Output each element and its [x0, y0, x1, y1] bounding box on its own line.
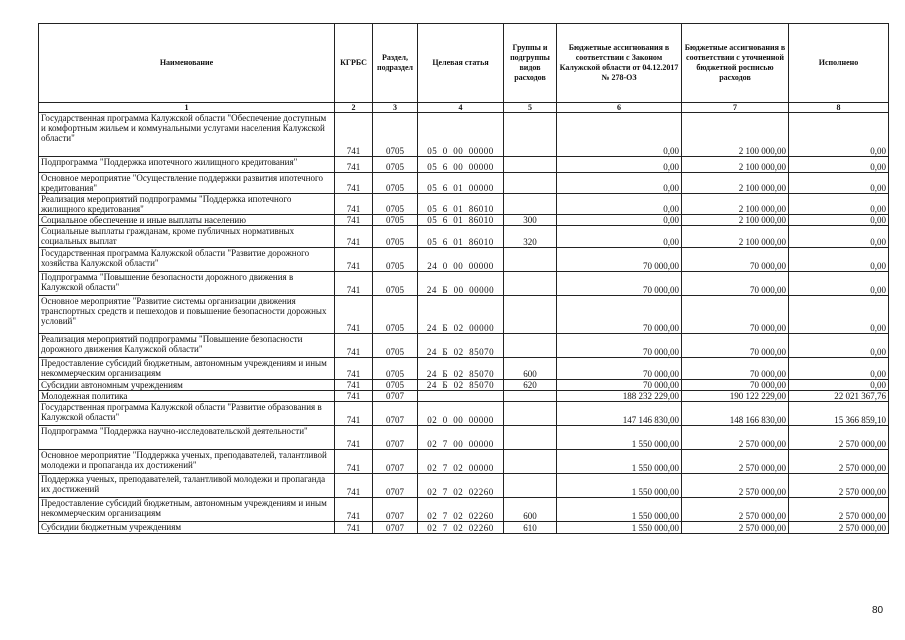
row-executed: 0,00: [789, 358, 889, 380]
row-name: Реализация мероприятий подпрограммы "Поддержка ипотечного жилищного кредитования": [39, 194, 335, 215]
row-kgrbs: 741: [335, 248, 373, 272]
row-budget-law: 70 000,00: [557, 248, 682, 272]
row-executed: 0,00: [789, 113, 889, 157]
row-target-article: 02 0 00 00000: [418, 402, 504, 426]
row-name: Подпрограмма "Поддержка научно-исследовательской деятельности": [39, 426, 335, 450]
header-razdel: Раздел, подраздел: [373, 24, 418, 103]
row-budget-refined: 70 000,00: [682, 358, 789, 380]
row-budget-law: 0,00: [557, 194, 682, 215]
table-row: [39, 498, 889, 522]
row-razdel: 0705: [373, 380, 418, 391]
row-razdel: 0705: [373, 173, 418, 194]
row-target-article: 02 7 02 02260: [418, 498, 504, 522]
table-row: [39, 522, 889, 534]
row-name: Подпрограмма "Поддержка ипотечного жилищного кредитования": [39, 157, 335, 173]
row-executed: 0,00: [789, 226, 889, 248]
row-expense-group: [504, 474, 557, 498]
table-row: [39, 402, 889, 426]
row-budget-law: 70 000,00: [557, 358, 682, 380]
row-target-article: 05 0 00 00000: [418, 113, 504, 157]
row-razdel: 0707: [373, 498, 418, 522]
row-target-article: 05 6 00 00000: [418, 157, 504, 173]
row-budget-law: 1 550 000,00: [557, 474, 682, 498]
row-target-article: [418, 391, 504, 402]
row-name: Государственная программа Калужской области "Развитие образования в Калужской области": [39, 402, 335, 426]
row-target-article: 05 6 01 00000: [418, 173, 504, 194]
row-kgrbs: 741: [335, 426, 373, 450]
row-name: Реализация мероприятий подпрограммы "Повышение безопасности дорожного движения Калужской области": [39, 334, 335, 358]
row-target-article: 05 6 01 86010: [418, 194, 504, 215]
row-budget-law: 188 232 229,00: [557, 391, 682, 402]
row-name: Основное мероприятие "Осуществление поддержки развития ипотечного кредитования": [39, 173, 335, 194]
row-kgrbs: 741: [335, 272, 373, 296]
row-kgrbs: 741: [335, 194, 373, 215]
column-number: 2: [335, 103, 373, 113]
row-executed: 2 570 000,00: [789, 498, 889, 522]
row-name: Социальные выплаты гражданам, кроме публичных нормативных социальных выплат: [39, 226, 335, 248]
table-row: [39, 248, 889, 272]
row-expense-group: [504, 296, 557, 334]
row-executed: 0,00: [789, 272, 889, 296]
row-kgrbs: 741: [335, 334, 373, 358]
header-name: Наименование: [39, 24, 335, 103]
column-number-row: [39, 103, 889, 113]
row-budget-law: 1 550 000,00: [557, 426, 682, 450]
row-expense-group: 620: [504, 380, 557, 391]
row-razdel: 0705: [373, 226, 418, 248]
row-name: Предоставление субсидий бюджетным, автономным учреждениям и иным некоммерческим организациям: [39, 358, 335, 380]
row-expense-group: [504, 194, 557, 215]
row-executed: 0,00: [789, 173, 889, 194]
row-name: Государственная программа Калужской области "Развитие дорожного хозяйства Калужской области": [39, 248, 335, 272]
column-number: 6: [557, 103, 682, 113]
table-body: [39, 113, 889, 534]
row-kgrbs: 741: [335, 450, 373, 474]
row-name: Молодежная политика: [39, 391, 335, 402]
column-number: 8: [789, 103, 889, 113]
row-kgrbs: 741: [335, 474, 373, 498]
row-executed: 2 570 000,00: [789, 474, 889, 498]
row-executed: 0,00: [789, 296, 889, 334]
row-target-article: 05 6 01 86010: [418, 226, 504, 248]
header-budget-refined: Бюджетные ассигнования в соответствии с уточненной бюджетной росписью расходов: [682, 24, 789, 103]
row-budget-law: 0,00: [557, 215, 682, 226]
table-row: [39, 157, 889, 173]
row-kgrbs: 741: [335, 522, 373, 534]
row-kgrbs: 741: [335, 358, 373, 380]
table-row: [39, 173, 889, 194]
row-budget-law: 70 000,00: [557, 296, 682, 334]
row-razdel: 0707: [373, 426, 418, 450]
row-budget-law: 0,00: [557, 226, 682, 248]
row-expense-group: [504, 334, 557, 358]
row-kgrbs: 741: [335, 296, 373, 334]
header-executed: Исполнено: [789, 24, 889, 103]
row-budget-refined: 70 000,00: [682, 334, 789, 358]
row-razdel: 0707: [373, 391, 418, 402]
row-expense-group: [504, 173, 557, 194]
row-razdel: 0707: [373, 522, 418, 534]
row-expense-group: [504, 391, 557, 402]
row-razdel: 0705: [373, 358, 418, 380]
table-row: [39, 215, 889, 226]
row-target-article: 24 Б 00 00000: [418, 272, 504, 296]
row-budget-law: 70 000,00: [557, 380, 682, 391]
row-name: Государственная программа Калужской области "Обеспечение доступным и комфортным жильем и коммунальными услугами населения Калужской области": [39, 113, 335, 157]
row-budget-law: 1 550 000,00: [557, 498, 682, 522]
table-row: [39, 272, 889, 296]
table-row: [39, 194, 889, 215]
budget-table: [38, 23, 889, 534]
row-budget-refined: 2 100 000,00: [682, 226, 789, 248]
row-budget-refined: 2 100 000,00: [682, 194, 789, 215]
row-razdel: 0705: [373, 215, 418, 226]
row-name: Подпрограмма "Повышение безопасности дорожного движения в Калужской области": [39, 272, 335, 296]
row-name: Субсидии бюджетным учреждениям: [39, 522, 335, 534]
row-budget-law: 0,00: [557, 173, 682, 194]
row-expense-group: 320: [504, 226, 557, 248]
row-kgrbs: 741: [335, 380, 373, 391]
row-budget-refined: 2 570 000,00: [682, 498, 789, 522]
table-row: [39, 474, 889, 498]
row-executed: 0,00: [789, 334, 889, 358]
row-expense-group: 610: [504, 522, 557, 534]
row-budget-refined: 2 570 000,00: [682, 474, 789, 498]
row-kgrbs: 741: [335, 498, 373, 522]
row-budget-law: 70 000,00: [557, 334, 682, 358]
row-razdel: 0707: [373, 450, 418, 474]
row-expense-group: 300: [504, 215, 557, 226]
row-razdel: 0705: [373, 296, 418, 334]
row-expense-group: [504, 157, 557, 173]
row-kgrbs: 741: [335, 391, 373, 402]
table-row: [39, 226, 889, 248]
row-razdel: 0705: [373, 334, 418, 358]
row-budget-refined: 148 166 830,00: [682, 402, 789, 426]
row-name: Поддержка ученых, преподавателей, талантливой молодежи и пропаганда их достижений: [39, 474, 335, 498]
row-target-article: 02 7 02 02260: [418, 522, 504, 534]
row-budget-refined: 70 000,00: [682, 272, 789, 296]
table-row: [39, 334, 889, 358]
row-expense-group: [504, 272, 557, 296]
row-budget-law: 70 000,00: [557, 272, 682, 296]
row-razdel: 0705: [373, 272, 418, 296]
row-razdel: 0705: [373, 113, 418, 157]
column-number: 1: [39, 103, 335, 113]
row-target-article: 02 7 00 00000: [418, 426, 504, 450]
row-budget-law: 1 550 000,00: [557, 522, 682, 534]
row-budget-refined: 190 122 229,00: [682, 391, 789, 402]
row-budget-refined: 2 570 000,00: [682, 450, 789, 474]
row-budget-refined: 2 100 000,00: [682, 215, 789, 226]
header-kgrbs: КГРБС: [335, 24, 373, 103]
row-expense-group: [504, 248, 557, 272]
row-executed: 0,00: [789, 194, 889, 215]
row-executed: 0,00: [789, 215, 889, 226]
row-expense-group: [504, 402, 557, 426]
row-name: Основное мероприятие "Развитие системы организации движения транспортных средств и пешеходов и повышение безопасности дорожных условий": [39, 296, 335, 334]
row-expense-group: [504, 426, 557, 450]
column-number: 7: [682, 103, 789, 113]
row-budget-refined: 70 000,00: [682, 380, 789, 391]
row-executed: 0,00: [789, 248, 889, 272]
row-target-article: 24 Б 02 85070: [418, 358, 504, 380]
row-executed: 22 021 367,76: [789, 391, 889, 402]
row-budget-refined: 70 000,00: [682, 296, 789, 334]
table-row: [39, 296, 889, 334]
header-budget-law: Бюджетные ассигнования в соответствии с Законом Калужской области от 04.12.2017 № 278-ОЗ: [557, 24, 682, 103]
header-groups: Группы и подгруппы видов расходов: [504, 24, 557, 103]
row-name: Основное мероприятие "Поддержка ученых, преподавателей, талантливой молодежи и пропаганда их достижений": [39, 450, 335, 474]
row-budget-refined: 2 100 000,00: [682, 157, 789, 173]
row-target-article: 24 Б 02 00000: [418, 296, 504, 334]
table-row: [39, 450, 889, 474]
row-budget-law: 0,00: [557, 157, 682, 173]
column-number: 3: [373, 103, 418, 113]
row-budget-refined: 70 000,00: [682, 248, 789, 272]
row-kgrbs: 741: [335, 402, 373, 426]
row-target-article: 24 Б 02 85070: [418, 380, 504, 391]
row-executed: 2 570 000,00: [789, 522, 889, 534]
row-expense-group: 600: [504, 358, 557, 380]
table-row: [39, 358, 889, 380]
row-expense-group: [504, 113, 557, 157]
row-name: Субсидии автономным учреждениям: [39, 380, 335, 391]
column-number: 4: [418, 103, 504, 113]
row-budget-law: 0,00: [557, 113, 682, 157]
row-kgrbs: 741: [335, 173, 373, 194]
row-executed: 2 570 000,00: [789, 426, 889, 450]
column-number: 5: [504, 103, 557, 113]
page-number: 80: [872, 605, 884, 616]
row-budget-law: 147 146 830,00: [557, 402, 682, 426]
row-expense-group: [504, 450, 557, 474]
row-executed: 0,00: [789, 380, 889, 391]
table-row: [39, 380, 889, 391]
header-row: [39, 24, 889, 103]
budget-table-sheet: [38, 23, 888, 534]
table-row: [39, 391, 889, 402]
row-budget-refined: 2 570 000,00: [682, 426, 789, 450]
header-target: Целевая статья: [418, 24, 504, 103]
row-executed: 2 570 000,00: [789, 450, 889, 474]
row-kgrbs: 741: [335, 157, 373, 173]
row-razdel: 0707: [373, 402, 418, 426]
row-target-article: 02 7 02 02260: [418, 474, 504, 498]
row-razdel: 0705: [373, 194, 418, 215]
row-kgrbs: 741: [335, 113, 373, 157]
table-row: [39, 113, 889, 157]
row-razdel: 0707: [373, 474, 418, 498]
row-budget-law: 1 550 000,00: [557, 450, 682, 474]
row-target-article: 05 6 01 86010: [418, 215, 504, 226]
row-budget-refined: 2 100 000,00: [682, 113, 789, 157]
row-target-article: 24 0 00 00000: [418, 248, 504, 272]
table-row: [39, 426, 889, 450]
row-kgrbs: 741: [335, 226, 373, 248]
row-executed: 15 366 859,10: [789, 402, 889, 426]
row-kgrbs: 741: [335, 215, 373, 226]
row-razdel: 0705: [373, 157, 418, 173]
row-executed: 0,00: [789, 157, 889, 173]
row-razdel: 0705: [373, 248, 418, 272]
row-budget-refined: 2 570 000,00: [682, 522, 789, 534]
row-name: Социальное обеспечение и иные выплаты населению: [39, 215, 335, 226]
row-target-article: 02 7 02 00000: [418, 450, 504, 474]
row-expense-group: 600: [504, 498, 557, 522]
row-budget-refined: 2 100 000,00: [682, 173, 789, 194]
row-name: Предоставление субсидий бюджетным, автономным учреждениям и иным некоммерческим организациям: [39, 498, 335, 522]
row-target-article: 24 Б 02 85070: [418, 334, 504, 358]
